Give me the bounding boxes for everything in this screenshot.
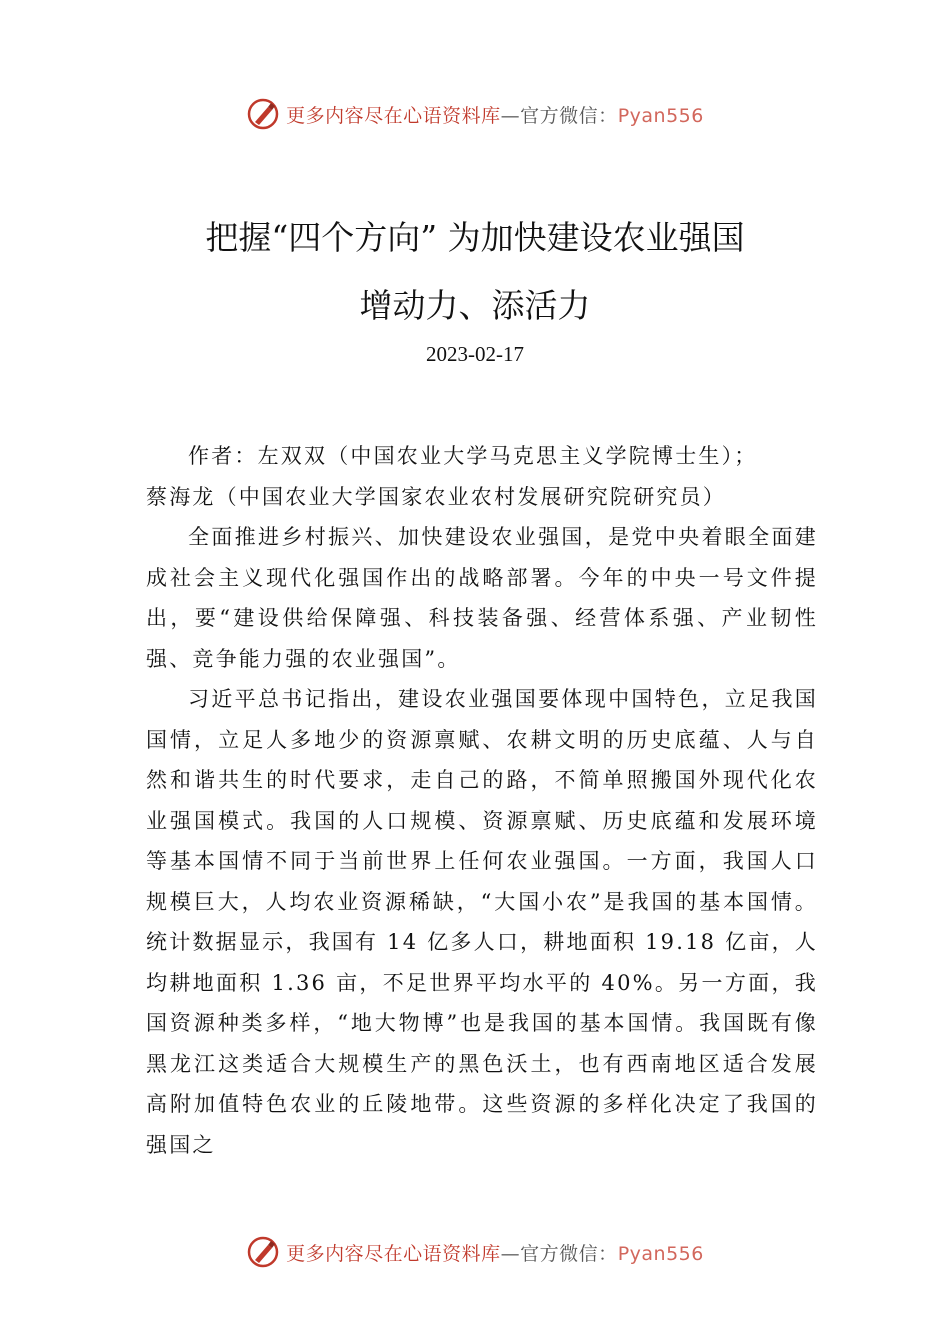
header-separator: —: [500, 104, 521, 127]
footer-wechat-handle: Pyan556: [617, 1242, 704, 1265]
header-wechat-handle: Pyan556: [617, 104, 704, 127]
article-date: 2023-02-17: [426, 342, 524, 366]
author-line2: 蔡海龙（中国农业大学国家农业农村发展研究院研究员）: [146, 484, 726, 509]
footer-wechat-label: 官方微信：: [520, 1242, 618, 1265]
author-line1: 作者：左双双（中国农业大学马克思主义学院博士生）；: [188, 444, 758, 468]
footer-banner: [0, 1232, 950, 1272]
article-title-line2: 增动力、添活力: [359, 286, 591, 325]
header-brand-text: 更多内容尽在心语资料库: [286, 104, 501, 127]
article-body: [146, 436, 818, 1165]
article-title-line1: 把握“四个方向” 为加快建设农业强国: [205, 218, 745, 257]
author-paragraph: [146, 436, 818, 517]
header-banner: [0, 94, 950, 134]
pen-logo-icon: [246, 1235, 280, 1269]
header-banner-text: [286, 101, 704, 128]
body-paragraph: 习近平总书记指出，建设农业强国要体现中国特色，立足我国国情，立足人多地少的资源禀赋、农耕文明的历史底蕴、人与自然和谐共生的时代要求，走自己的路，不简单照搬国外现代化农业强国模式。我国的人口规模、资源禀赋、历史底蕴和发展环境等基本国情不同于当前世界上任何农业强国。一方面，我国人口规模巨大，人均农业资源稀缺，“大国小农”是我国的基本国情。统计数据显示，我国有 14 亿多人口，耕地面积 19.18 亿亩，人均耕地面积 1.36 亩，不足世界平均水平的 40%。另一方面，我国资源种类多样，“地大物博”也是我国的基本国情。我国既有像黑龙江这类适合大规模生产的黑色沃土，也有西南地区适合发展高附加值特色农业的丘陵地带。这些资源的多样化决定了我国的强国之: [146, 687, 818, 1157]
footer-brand-text: 更多内容尽在心语资料库: [286, 1242, 501, 1265]
pen-logo-icon: [246, 97, 280, 131]
footer-banner-text: [286, 1239, 704, 1266]
footer-separator: —: [500, 1242, 521, 1265]
body-paragraph: 全面推进乡村振兴、加快建设农业强国，是党中央着眼全面建成社会主义现代化强国作出的战略部署。今年的中央一号文件提出，要“建设供给保障强、科技装备强、经营体系强、产业韧性强、竞争能力强的农业强国”。: [146, 525, 818, 671]
header-wechat-label: 官方微信：: [520, 104, 618, 127]
